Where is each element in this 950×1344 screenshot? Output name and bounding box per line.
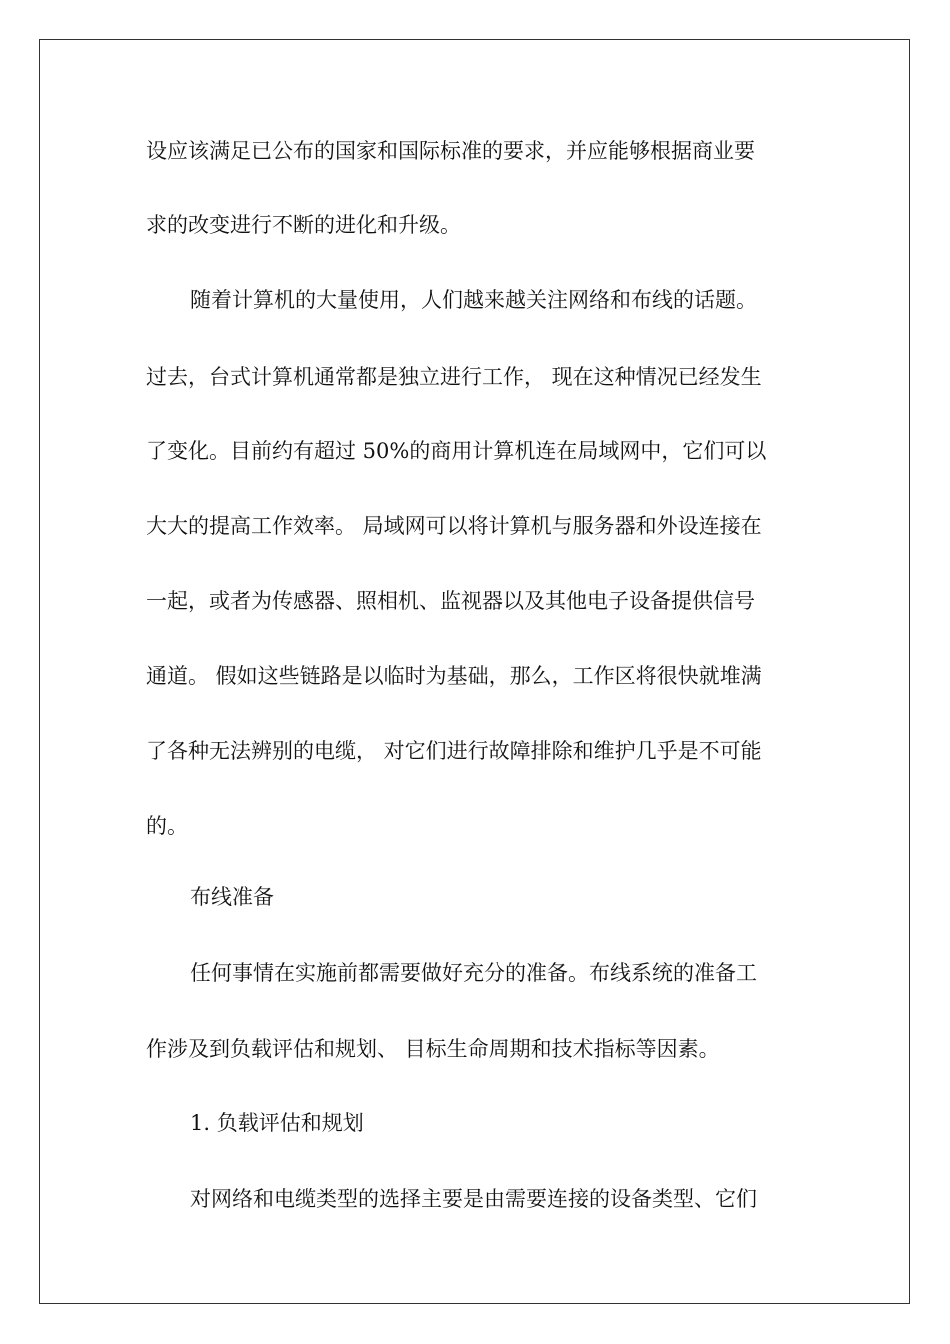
paragraph-line: 大大的提高工作效率。 局域网可以将计算机与服务器和外设连接在 bbox=[146, 514, 762, 538]
paragraph-line: 求的改变进行不断的进化和升级。 bbox=[146, 213, 461, 237]
paragraph-line: 了变化。目前约有超过 50%的商用计算机连在局域网中，它们可以 bbox=[146, 439, 767, 463]
subsection-heading: 1. 负载评估和规划 bbox=[190, 1111, 364, 1135]
paragraph-line: 的。 bbox=[146, 814, 188, 838]
paragraph-line: 任何事情在实施前都需要做好充分的准备。布线系统的准备工 bbox=[190, 961, 757, 985]
paragraph-line: 随着计算机的大量使用，人们越来越关注网络和布线的话题。 bbox=[190, 288, 757, 312]
paragraph-line: 过去，台式计算机通常都是独立进行工作， 现在这种情况已经发生 bbox=[146, 365, 762, 389]
section-heading: 布线准备 bbox=[190, 885, 274, 909]
paragraph-line: 通道。 假如这些链路是以临时为基础，那么，工作区将很快就堆满 bbox=[146, 664, 762, 688]
paragraph-line: 设应该满足已公布的国家和国际标准的要求，并应能够根据商业要 bbox=[146, 139, 755, 163]
paragraph-line: 一起，或者为传感器、照相机、监视器以及其他电子设备提供信号 bbox=[146, 589, 755, 613]
paragraph-line: 作涉及到负载评估和规划、 目标生命周期和技术指标等因素。 bbox=[146, 1037, 720, 1061]
paragraph-line: 对网络和电缆类型的选择主要是由需要连接的设备类型、它们 bbox=[190, 1187, 757, 1211]
paragraph-line: 了各种无法辨别的电缆， 对它们进行故障排除和维护几乎是不可能 bbox=[146, 739, 762, 763]
